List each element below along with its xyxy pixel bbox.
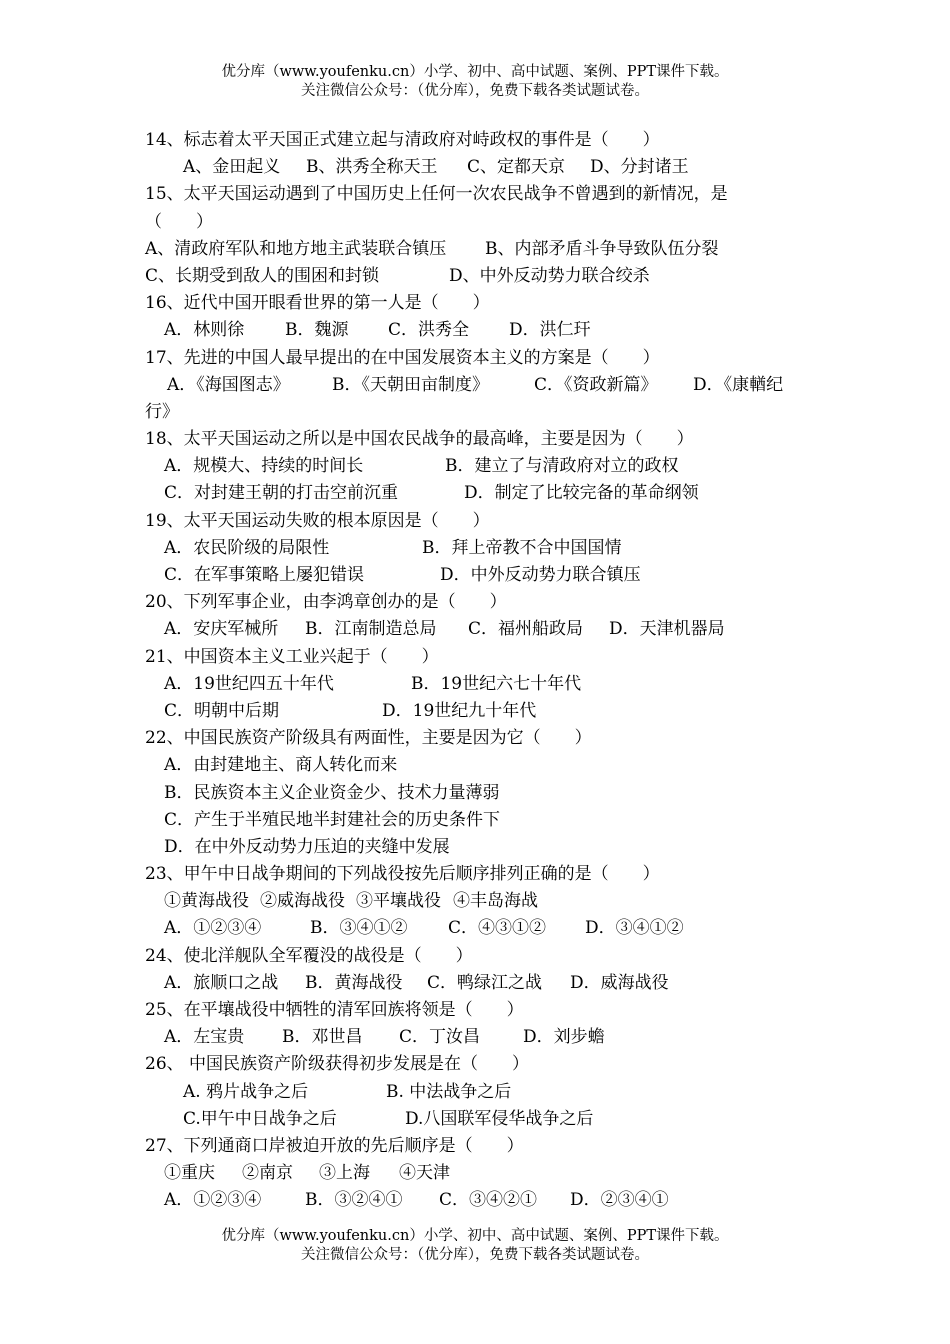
question-18-options-ab [145,453,810,480]
option-c: C、定都天京 [467,157,566,178]
question-16-options [145,317,810,344]
option-d: D、中外反动势力联合绞杀 [449,265,650,286]
question-24-options [145,970,810,997]
option-d: D．《康輶纪 [693,374,784,395]
option-c: C、长期受到敌人的围困和封锁 [145,265,380,286]
question-17-stem: 17、先进的中国人最早提出的在中国发展资本主义的方案是（ ） [145,347,660,368]
question-18-stem: 18、太平天国运动之所以是中国农民战争的最高峰，主要是因为（ ） [145,429,694,450]
option-a: A．左宝贵 [164,1027,245,1048]
question-14-stem: 14、标志着太平天国正式建立起与清政府对峙政权的事件是（ ） [145,130,660,150]
question-22-option-a: A．由封建地主、商人转化而来 [164,755,398,776]
option-b: B．江南制造总局 [305,619,437,640]
option-b: B．19世纪六七十年代 [411,673,582,694]
option-d: D．制定了比较完备的革命纲领 [464,483,699,504]
option-a: A．旅顺口之战 [164,972,279,993]
option-c: C．鸭绿江之战 [427,972,543,993]
page-footer [0,1227,950,1265]
question-25-options [145,1024,810,1051]
question-21-stem: 21、中国资本主义工业兴起于（ ） [145,646,439,667]
option-c: C．明朝中后期 [164,700,280,721]
question-19-options-ab [145,535,810,562]
option-b: B．《天朝田亩制度》 [332,374,489,395]
question-18-options-cd [145,480,810,507]
option-b: B、内部矛盾斗争导致队伍分裂 [485,238,719,259]
option-d: D．③④①② [585,918,684,939]
header-line-1: 优分库（www.youfenku.cn）小学、初中、高中试题、案例、PPT课件下载。 [221,64,729,80]
option-d: D．②③④① [570,1190,669,1211]
option-c: C．丁汝昌 [399,1027,481,1048]
question-15-stem-cont: （ ） [145,211,213,232]
option-a: A. 鸦片战争之后 [183,1081,309,1102]
option-b: B．魏源 [285,320,349,341]
item-3: ③平壤战役 [356,891,441,912]
option-a: A．19世纪四五十年代 [164,673,334,694]
option-a: A．规模大、持续的时间长 [164,456,364,477]
item-4: ④天津 [399,1163,450,1184]
option-a: A．安庆军械所 [164,619,279,640]
option-b: B．建立了与清政府对立的政权 [445,456,679,477]
question-15-options-ab [145,236,810,263]
option-b: B．邓世昌 [282,1027,363,1048]
option-a: A．①②③④ [164,918,262,939]
question-23-items [145,888,810,915]
option-d: D．19世纪九十年代 [382,700,537,721]
option-b: B．③④①② [310,918,408,939]
question-27-stem: 27、下列通商口岸被迫开放的先后顺序是（ ） [145,1135,524,1156]
option-c: C．洪秀全 [388,320,470,341]
option-a: A．农民阶级的局限性 [164,537,330,558]
item-2: ②南京 [242,1163,293,1184]
option-c: C．福州船政局 [468,619,584,640]
option-a: A．林则徐 [164,320,245,341]
question-22-option-d: D．在中外反动势力压迫的夹缝中发展 [164,836,450,857]
option-c: C．④③①② [448,918,547,939]
question-26-options-ab [145,1079,810,1106]
option-d: D.八国联军侵华战争之后 [405,1108,594,1129]
question-17-options [145,372,810,399]
item-2: ②威海战役 [260,891,345,912]
item-3: ③上海 [319,1163,370,1184]
option-c: C．③④②① [439,1190,538,1211]
question-25-stem: 25、在平壤战役中牺牲的清军回族将领是（ ） [145,1000,524,1020]
question-list [145,127,810,1215]
option-b: B．③②④① [305,1190,403,1211]
option-c: C．在军事策略上屡犯错误 [164,565,365,585]
option-d: D．天津机器局 [609,619,725,640]
option-a: A、金田起义 [183,157,281,178]
question-22-option-c: C．产生于半殖民地半封建社会的历史条件下 [164,809,501,830]
option-b: B．黄海战役 [305,972,403,993]
question-19-options-cd [145,562,810,589]
question-20-options [145,616,810,643]
option-c: C．《资政新篇》 [534,374,658,395]
option-b: B．拜上帝教不合中国国情 [422,537,622,558]
option-a: A．①②③④ [164,1190,262,1211]
question-22-option-b: B．民族资本主义企业资金少、技术力量薄弱 [164,782,500,803]
option-c: C.甲午中日战争之后 [183,1108,337,1129]
question-15-options-cd [145,263,810,290]
header-line-2: 关注微信公众号：（优分库），免费下载各类试题试卷。 [301,83,649,99]
item-1: ①重庆 [164,1163,215,1184]
item-4: ④丰岛海战 [453,891,538,912]
item-1: ①黄海战役 [164,891,249,912]
question-23-options [145,915,810,942]
question-16-stem: 16、近代中国开眼看世界的第一人是（ ） [145,293,490,314]
option-d: D．洪仁玕 [509,320,591,341]
question-14-options [145,154,810,181]
footer-line-1: 优分库（www.youfenku.cn）小学、初中、高中试题、案例、PPT课件下载。 [221,1228,729,1244]
question-17-option-cont: 行》 [145,401,179,422]
question-15-stem: 15、太平天国运动遇到了中国历史上任何一次农民战争不曾遇到的新情况，是 [145,184,728,205]
option-d: D．刘步蟾 [523,1027,605,1048]
question-19-stem: 19、太平天国运动失败的根本原因是（ ） [145,510,490,531]
question-22-stem: 22、中国民族资产阶级具有两面性，主要是因为它（ ） [145,728,592,749]
option-d: D．中外反动势力联合镇压 [440,565,641,585]
option-b: B、洪秀全称天王 [306,157,438,178]
option-a: A、清政府军队和地方地主武装联合镇压 [145,238,447,259]
question-24-stem: 24、使北洋舰队全军覆没的战役是（ ） [145,945,473,966]
question-21-options-ab [145,671,810,698]
option-c: C．对封建王朝的打击空前沉重 [164,483,399,504]
option-d: D．威海战役 [570,972,669,993]
question-27-items [145,1160,810,1187]
question-23-stem: 23、甲午中日战争期间的下列战役按先后顺序排列正确的是（ ） [145,864,660,885]
option-a: A．《海国图志》 [167,374,290,395]
question-21-options-cd [145,698,810,725]
question-20-stem: 20、下列军事企业，由李鸿章创办的是（ ） [145,592,507,613]
footer-line-2: 关注微信公众号：（优分库），免费下载各类试题试卷。 [301,1247,649,1263]
page-header [0,63,950,101]
question-26-options-cd [145,1106,810,1133]
question-26-stem: 26、 中国民族资产阶级获得初步发展是在（ ） [145,1054,530,1075]
option-d: D、分封诸王 [590,157,689,178]
question-27-options [145,1187,810,1214]
option-b: B. 中法战争之后 [386,1081,512,1102]
